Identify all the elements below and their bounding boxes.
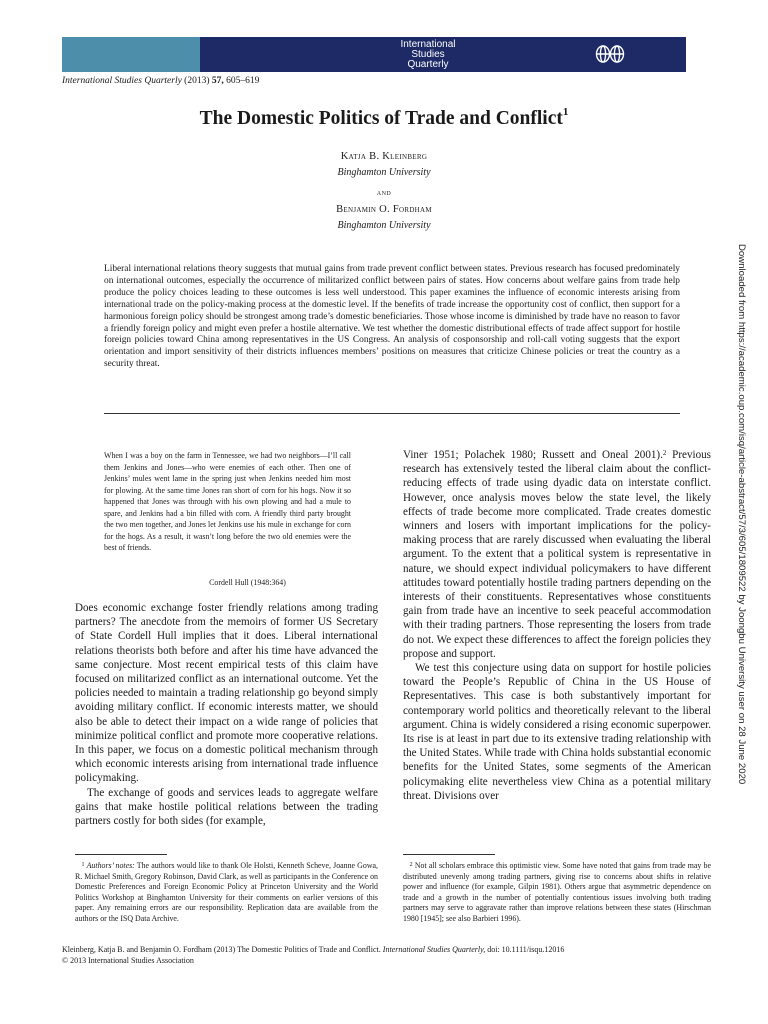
journal-name-line: Quarterly [407, 59, 449, 70]
citation-footer-text: Kleinberg, Katja B. and Benjamin O. Fordham (2013) The Domestic Politics of Trade and Conflict. [62, 945, 381, 954]
footnote-mark: 2 [409, 862, 413, 868]
footnote-text: The authors would like to thank Ole Holsti, Kenneth Scheve, Joanne Gowa, R. Michael Smith, Gregory Robinson, David Clark, as well as participants in the Conference on Domestic Preferences and Foreign Economic Policy at Princeton University and the World Politics Workshop at Binghamton University for their comments on earlier versions of this paper. Any remaining errors are our responsibility. Replication data are available from the authors or the ISQ Data Archive. [75, 861, 378, 923]
footnote-label: Authors’ notes: [86, 861, 135, 870]
citation-volume: 57, [211, 76, 224, 86]
citation-year: (2013) [184, 76, 210, 86]
journal-citation [62, 76, 259, 86]
journal-name-line: Studies [411, 49, 445, 60]
footnote-authors [75, 861, 378, 924]
footnote-rule [75, 854, 167, 855]
epigraph-quote: When I was a boy on the farm in Tennessee, we had two neighbors—I’ll call them Jenkins and Jones—who were enemies of each other. Then one of Jenkins’ mules went lame in the spring just when Jenkins needed him most for plowing. At the same time Jones ran short of corn for his hogs. Now it so happened that Jones was through with his own plowing and had a mule to spare, and Jenkins had a bin filled with corn. A friendly third party brought the two men together, and Jones let Jenkins use his mule in exchange for corn for the hogs. As a result, it wasn’t long before the two old enemies were the best of friends. [104, 451, 351, 553]
body-column-left [75, 601, 378, 828]
footnote-text: Not all scholars embrace this optimistic view. Some have noted that gains from trade may be distributed unevenly among trading partners, giving rise to concerns about shifts in relative power and influence (for example, Gilpin 1981). Others argue that asymmetric dependence on trade and a growth in the number of potentially contentious issues involving both trading partners may serve to aggravate rather than improve relations between these states (Hirschman 1980 [1945]; see also Barbieri 1996). [403, 861, 711, 923]
citation-footer-doi: doi: 10.1111/isqu.12016 [487, 945, 565, 954]
footnote-mark: 1 [81, 862, 85, 868]
body-paragraph: The exchange of goods and services leads to aggregate welfare gains that make hostile political relations between the trading partners costly for both sides (for example, [75, 786, 378, 828]
author-affiliation: Binghamton University [337, 167, 431, 178]
body-paragraph [403, 448, 711, 661]
header-teal-block [62, 37, 200, 72]
citation-footer-line [62, 945, 702, 956]
author-separator: and [376, 187, 392, 197]
isa-globe-logo-icon [594, 43, 626, 65]
abstract-divider [104, 413, 680, 414]
footnote-rule [403, 854, 495, 855]
epigraph-source: Cordell Hull (1948:364) [209, 578, 286, 587]
footnote-ref-mark: 2 [662, 449, 667, 457]
body-paragraph: Does economic exchange foster friendly relations among trading partners? The anecdote from the memoirs of former US Secretary of State Cordell Hull implies that it does. Liberal international relations theorists both before and after his time have advanced the same conjecture. Most recent empirical tests of this claim have focused on militarized conflict as an international outcome. Yet the policies needed to maintain a trading relationship go beyond simply avoiding military conflict. If economic interests matter, we should also be able to detect their impact on a wide range of policies that minimize political conflict and promote more cooperative relations. In this paper, we focus on a domestic political mechanism through which economic interests arising from international trade influence policymaking. [75, 602, 378, 785]
body-column-right [403, 448, 711, 803]
body-text: Viner 1951; Polachek 1980; Russett and Oneal 2001). [403, 449, 663, 461]
paper-title-text: The Domestic Politics of Trade and Conflict [199, 108, 563, 129]
journal-name-line: International [400, 39, 456, 50]
citation-journal: International Studies Quarterly [62, 76, 182, 86]
download-watermark-text: Downloaded from https://academic.oup.com/isq/article-abstract/57/3/605/1809522 by Joongbu University user on 28 June 2020 [736, 244, 747, 785]
author-name: Benjamin O. Fordham [336, 204, 432, 215]
citation-pages: 605–619 [226, 76, 260, 86]
body-text: Previous research has extensively tested the liberal claim about the conflict-reducing effects of trade using dyadic data on interstate conflict. However, once analysis moves below the state level, the likely effects of trade become more complicated. Trade creates domestic winners and losers with important implications for the policy-making process that are rarely discussed when evaluating the liberal argument. To the extent that a political system is representative in nature, we should expect individual policymakers to have different attitudes toward potentially hostile trading partners depending on the interests of their constituents. Representatives whose constituents gain from trade have an incentive to seek peaceful accommodation with their trading partners. Those representing the losers from trade do not. We expect these differences to affect the foreign policies they propose and support. [403, 449, 711, 660]
author-name: Katja B. Kleinberg [340, 151, 428, 162]
author-affiliation: Binghamton University [337, 220, 431, 231]
citation-footer-journal: International Studies Quarterly, [382, 945, 486, 954]
footnote-2 [403, 861, 711, 924]
journal-header-band [62, 37, 686, 72]
paper-title [62, 108, 706, 130]
body-paragraph: We test this conjecture using data on support for hostile policies toward the People’s Republic of China in the US House of Representatives. This case is both substantively important for contemporary world politics and theoretically relevant to the liberal argument. China is widely considered a rising economic superpower. Its rise is at least in part due to its extensive trading relationship with the United States. While trade with China holds substantial economic benefits for the United States, some segments of the American policymaking elite nevertheless view China as a potential military threat. Divisions over [403, 662, 711, 802]
citation-footer [62, 945, 702, 966]
download-watermark [735, 244, 747, 785]
title-footnote-mark: 1 [562, 106, 569, 118]
journal-name [360, 40, 496, 70]
copyright-line: © 2013 International Studies Association [62, 955, 194, 965]
abstract: Liberal international relations theory suggests that mutual gains from trade prevent conflict between states. Previous research has focused predominately on international outcomes, especially the occurrence of militarized conflict between pairs of states. How concerns about welfare gains from trade help produce the policy choices leading to these outcomes is less well understood. This paper examines the influence of economic interests arising from international trade on the policy-making process at the domestic level. If the benefits of trade increase the opportunity cost of conflict, then support for a harmonious foreign policy should be strongest among trade’s domestic beneficiaries. Those whose income is diminished by trade have no reason to favor a friendly foreign policy and might even prefer a hostile alternative. We test whether the domestic distributional effects of trade affect support for hostile foreign policies toward China among representatives in the US Congress. An analysis of cosponsorship and roll-call voting suggests that the export orientation and import sensitivity of their districts influences members’ positions on measures that criticize Chinese policies or treat the country as a security threat. [104, 264, 680, 370]
